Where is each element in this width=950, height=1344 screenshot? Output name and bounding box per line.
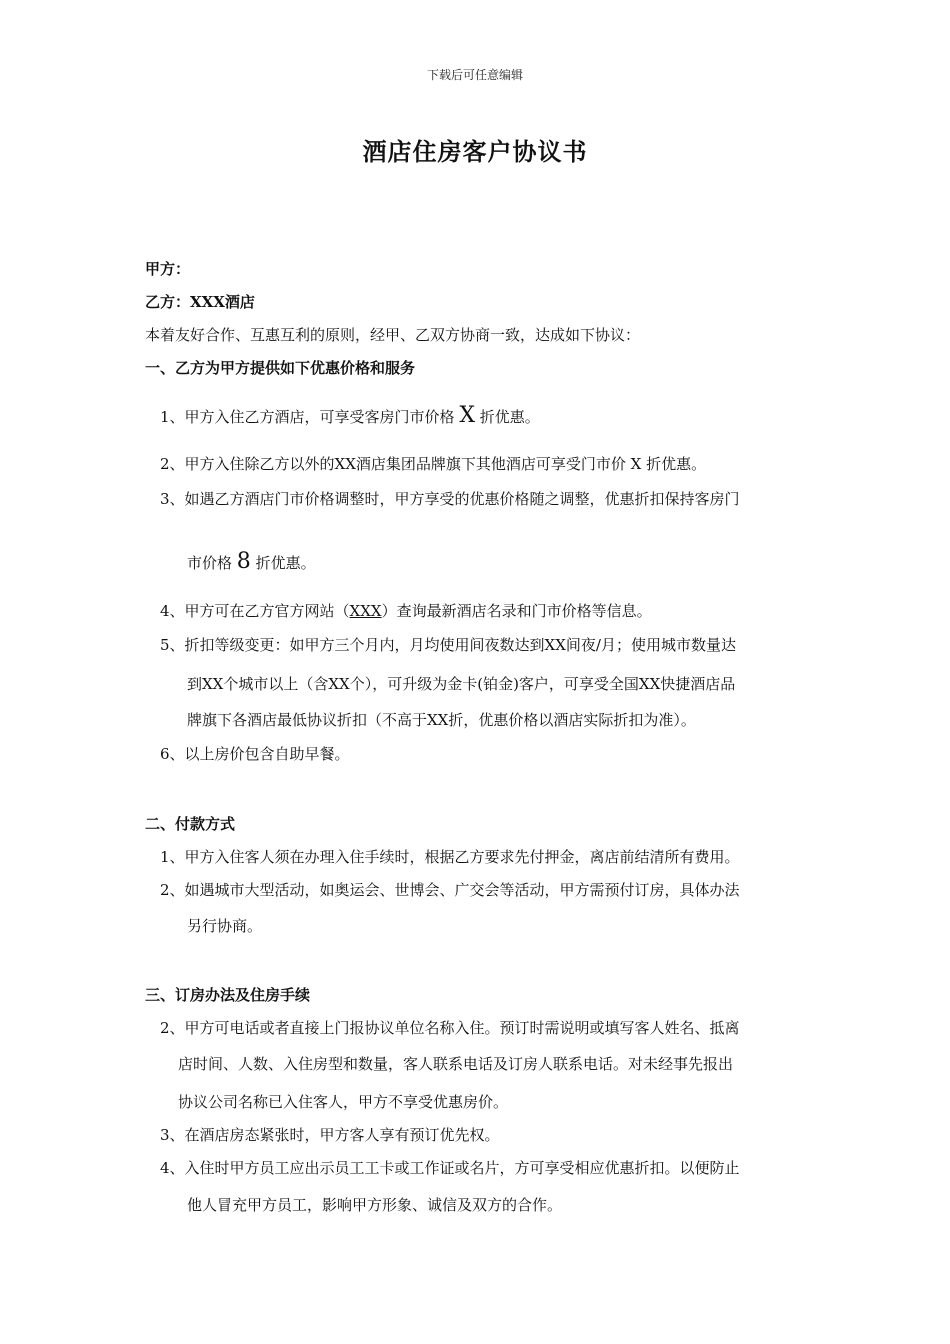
section-2-heading: 二、付款方式: [145, 815, 236, 833]
party-b: 乙方：XXX酒店: [145, 293, 255, 311]
section-3-item-2-line-1: 2、甲方可电话或者直接上门报协议单位名称入住。预订时需说明或填写客人姓名、抵离: [160, 1019, 740, 1037]
item-3-text-a: 市价格: [187, 554, 233, 572]
section-1-item-5-line-2: 到XX个城市以上（含XX个），可升级为金卡(铂金)客户，可享受全国XX快捷酒店品: [187, 675, 736, 693]
section-1-item-2: 2、甲方入住除乙方以外的XX酒店集团品牌旗下其他酒店可享受门市价 X 折优惠。: [160, 455, 707, 473]
item-4-text-a: 4、甲方可在乙方官方网站（: [160, 602, 350, 620]
section-2-item-2-line-2: 另行协商。: [187, 917, 263, 935]
section-3-heading: 三、订房办法及住房手续: [145, 986, 311, 1004]
item-3-discount-number: 8: [236, 549, 251, 574]
website-link[interactable]: XXX: [349, 602, 382, 620]
section-3-item-2-line-2: 店时间、人数、入住房型和数量，客人联系电话及订房人联系电话。对未经事先报出: [178, 1055, 734, 1073]
section-1-heading: 一、乙方为甲方提供如下优惠价格和服务: [145, 359, 416, 377]
section-1-item-3-line-2: [187, 549, 316, 574]
header-note: 下载后可任意编辑: [426, 68, 523, 82]
section-1-item-3-line-1: 3、如遇乙方酒店门市价格调整时，甲方享受的优惠价格随之调整，优惠折扣保持客房门: [160, 490, 740, 508]
section-1-item-5-line-1: 5、折扣等级变更：如甲方三个月内，月均使用间夜数达到XX间夜/月；使用城市数量达: [160, 636, 736, 654]
item-1-discount-x: X: [459, 403, 475, 428]
section-3-item-4-line-1: 4、入住时甲方员工应出示员工工卡或工作证或名片，方可享受相应优惠折扣。以便防止: [160, 1159, 740, 1177]
section-3-item-2-line-3: 协议公司名称已入住客人，甲方不享受优惠房价。: [178, 1093, 509, 1111]
section-1-item-6: 6、以上房价包含自助早餐。: [160, 745, 350, 763]
section-1-item-4: [160, 601, 652, 621]
item-3-text-b: 折优惠。: [255, 554, 316, 572]
preamble: 本着友好合作、互惠互利的原则，经甲、乙双方协商一致，达成如下协议：: [145, 326, 641, 344]
section-1-item-1: [160, 403, 540, 428]
document-title: 酒店住房客户协议书: [362, 137, 588, 166]
party-a: 甲方：: [145, 260, 191, 278]
item-4-text-b: ）查询最新酒店名录和门市价格等信息。: [381, 602, 652, 620]
item-1-text-b: 折优惠。: [479, 408, 540, 426]
item-1-text-a: 1、甲方入住乙方酒店，可享受客房门市价格: [160, 408, 455, 426]
section-2-item-2-line-1: 2、如遇城市大型活动，如奥运会、世博会、广交会等活动，甲方需预付订房，具体办法: [160, 881, 740, 899]
section-3-item-4-line-2: 他人冒充甲方员工，影响甲方形象、诚信及双方的合作。: [187, 1196, 563, 1214]
section-2-item-1: 1、甲方入住客人须在办理入住手续时，根据乙方要求先付押金，离店前结清所有费用。: [160, 848, 740, 866]
section-1-item-5-line-3: 牌旗下各酒店最低协议折扣（不高于XX折，优惠价格以酒店实际折扣为准）。: [187, 711, 696, 729]
section-3-item-3: 3、在酒店房态紧张时，甲方客人享有预订优先权。: [160, 1126, 500, 1144]
